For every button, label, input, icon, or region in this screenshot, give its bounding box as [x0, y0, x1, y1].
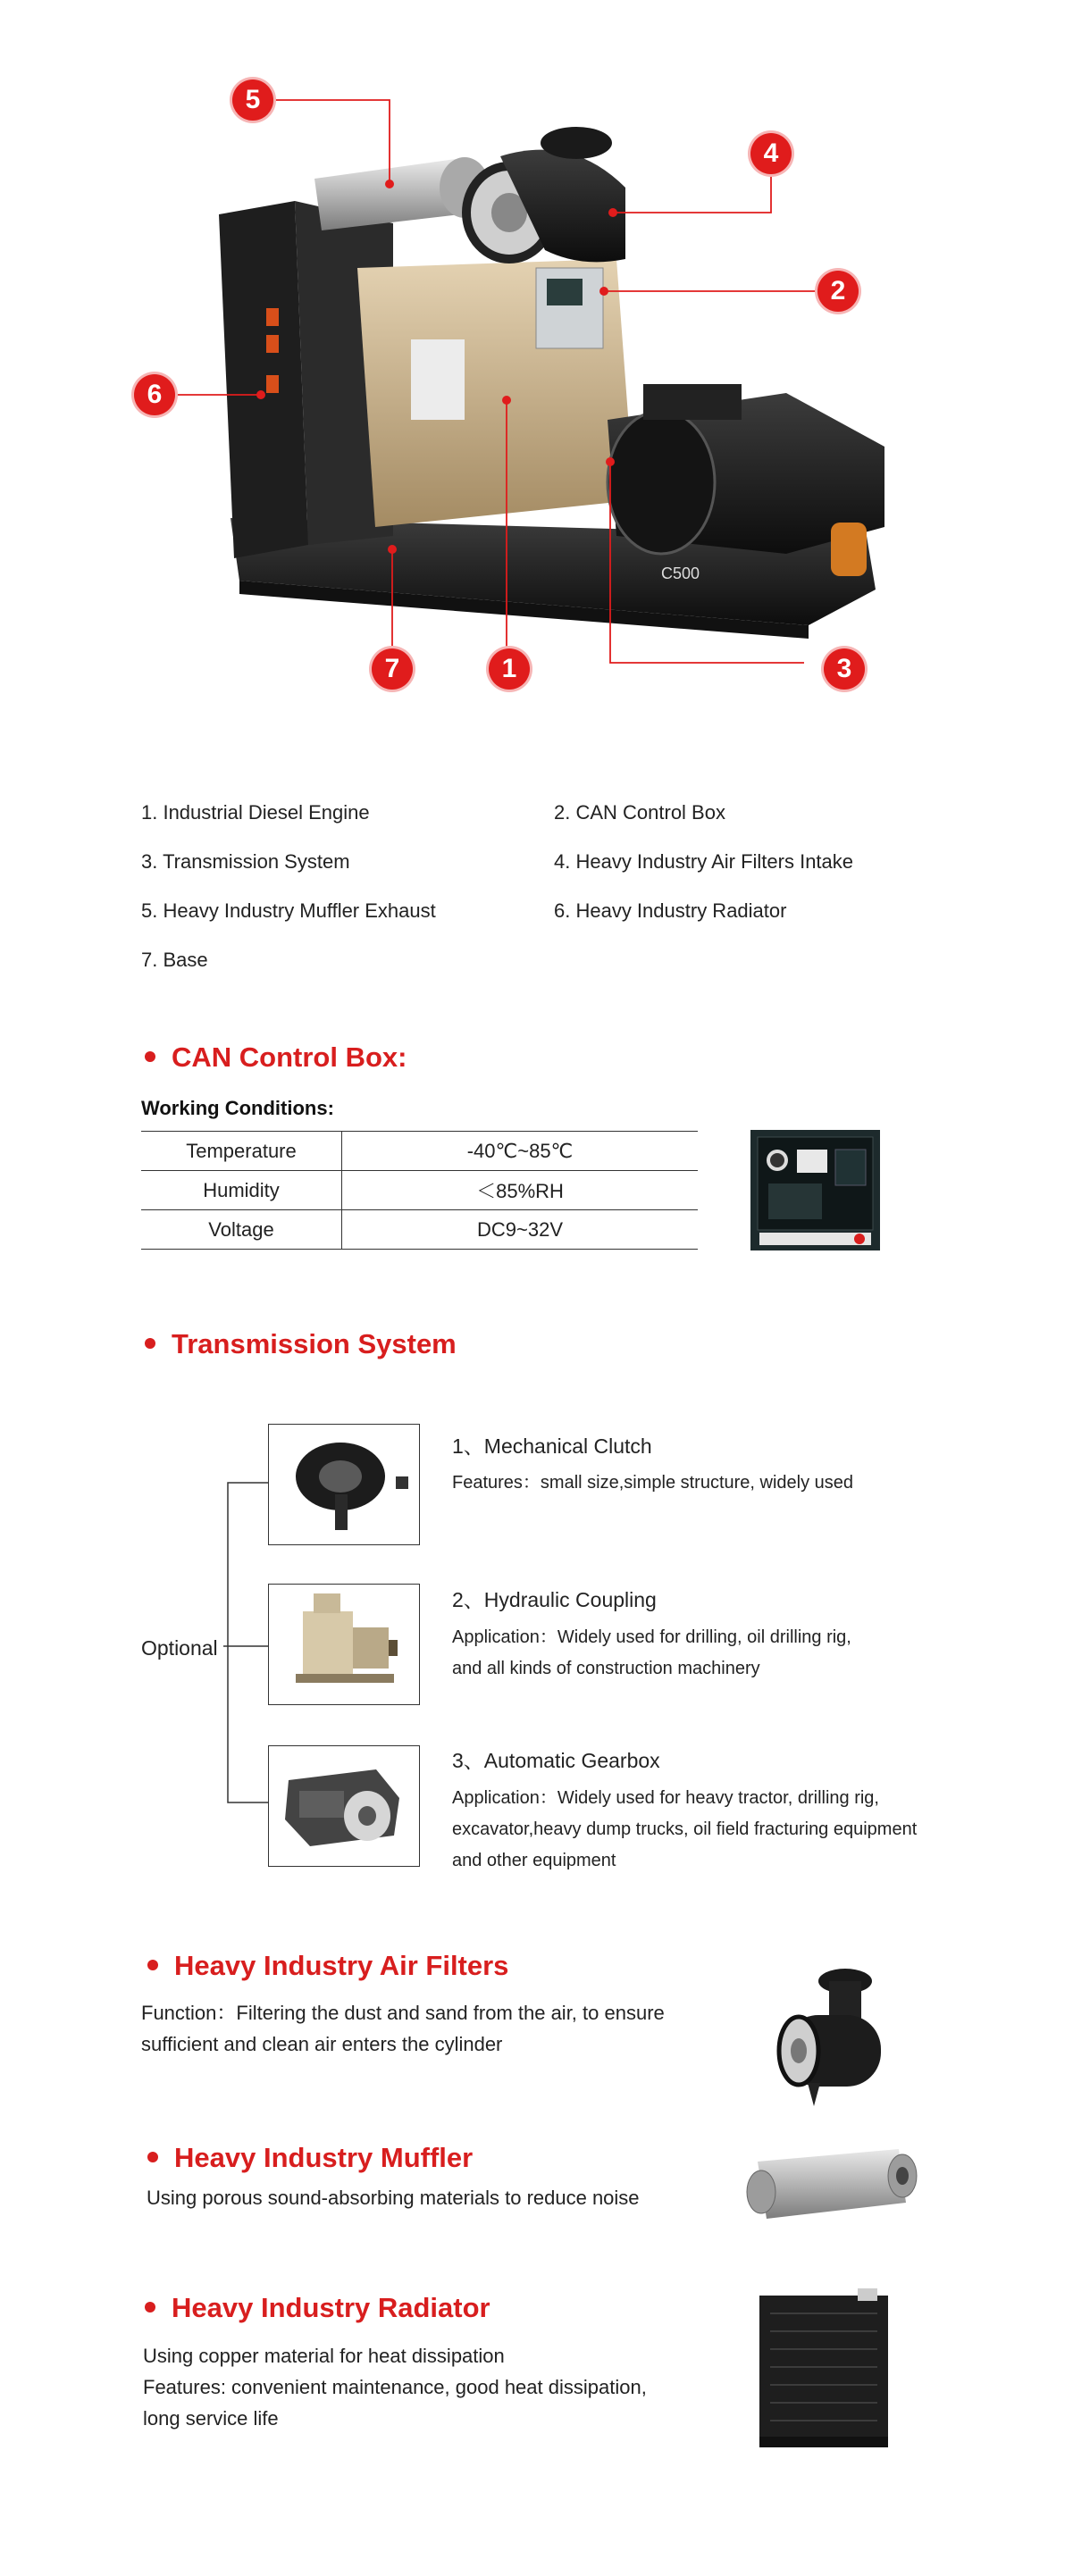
condition-key: Humidity — [141, 1171, 342, 1210]
legend-item-7: 7. Base — [141, 949, 208, 971]
callout-6: 6 — [134, 374, 175, 415]
callout-5: 5 — [232, 79, 273, 121]
air-filters-title: Heavy Industry Air Filters — [147, 1950, 508, 1982]
air-filters-desc-line-1: Function：Filtering the dust and sand from the air, to ensure — [141, 2002, 665, 2024]
option-1-desc: Features：small size,simple structure, widely used — [452, 1473, 854, 1493]
legend-item-1: 1. Industrial Diesel Engine — [141, 801, 370, 824]
condition-key: Temperature — [141, 1132, 342, 1171]
bullet-icon — [145, 1338, 155, 1349]
option-3-desc-line-2: excavator,heavy dump trucks, oil field fracturing equipment — [452, 1819, 918, 1839]
option-1-title: 1、Mechanical Clutch — [452, 1434, 652, 1458]
optional-label: Optional — [141, 1636, 218, 1660]
option-2-title: 2、Hydraulic Coupling — [452, 1588, 657, 1611]
legend-item-6: 6. Heavy Industry Radiator — [554, 899, 787, 922]
working-conditions-label: Working Conditions: — [141, 1097, 334, 1119]
generator-diagram — [0, 0, 1073, 715]
option-bracket — [223, 1474, 270, 1813]
bullet-icon — [145, 1051, 155, 1062]
bullet-icon — [147, 2152, 158, 2162]
legend-item-5: 5. Heavy Industry Muffler Exhaust — [141, 899, 436, 922]
legend-item-3: 3. Transmission System — [141, 850, 350, 873]
can-control-box-title: CAN Control Box: — [145, 1041, 407, 1074]
callout-7: 7 — [372, 648, 413, 690]
callout-2: 2 — [817, 271, 859, 312]
radiator-title: Heavy Industry Radiator — [145, 2292, 490, 2324]
muffler-desc: Using porous sound-absorbing materials to reduce noise — [147, 2187, 640, 2209]
callout-1: 1 — [489, 648, 530, 690]
table-row — [141, 1210, 698, 1250]
bullet-icon — [147, 1960, 158, 1970]
condition-value: ＜85%RH — [342, 1171, 699, 1210]
option-2-desc-line-2: and all kinds of construction machinery — [452, 1659, 760, 1678]
option-2-desc-line-1: Application：Widely used for drilling, oil drilling rig, — [452, 1627, 851, 1647]
generator-illustration — [0, 0, 1073, 715]
table-row — [141, 1171, 698, 1210]
table-row — [141, 1132, 698, 1171]
machine-label: C500 — [661, 565, 700, 582]
bullet-icon — [145, 2302, 155, 2313]
condition-key: Voltage — [141, 1210, 342, 1250]
callout-4: 4 — [750, 133, 792, 174]
condition-value: -40℃~85℃ — [342, 1132, 699, 1171]
muffler-title: Heavy Industry Muffler — [147, 2142, 473, 2174]
callout-3: 3 — [824, 648, 865, 690]
radiator-desc-line-1: Using copper material for heat dissipation — [143, 2345, 505, 2367]
option-3-desc-line-3: and other equipment — [452, 1851, 616, 1870]
condition-value: DC9~32V — [342, 1210, 699, 1250]
legend-item-2: 2. CAN Control Box — [554, 801, 725, 824]
clutch-image — [268, 1424, 420, 1545]
air-filter-image — [767, 1963, 892, 2111]
control-box-image — [750, 1130, 880, 1250]
air-filters-desc-line-2: sufficient and clean air enters the cylinder — [141, 2033, 503, 2055]
legend-item-4: 4. Heavy Industry Air Filters Intake — [554, 850, 854, 873]
transmission-title: Transmission System — [145, 1328, 457, 1360]
radiator-image — [752, 2287, 895, 2455]
radiator-desc-line-3: long service life — [143, 2407, 279, 2430]
hydraulic-coupling-image — [268, 1584, 420, 1705]
working-conditions-table — [141, 1131, 698, 1250]
automatic-gearbox-image — [268, 1745, 420, 1867]
radiator-desc-line-2: Features: convenient maintenance, good heat dissipation, — [143, 2376, 647, 2398]
option-3-title: 3、Automatic Gearbox — [452, 1749, 660, 1772]
muffler-image — [740, 2137, 918, 2235]
option-3-desc-line-1: Application：Widely used for heavy tractor, drilling rig, — [452, 1788, 879, 1808]
